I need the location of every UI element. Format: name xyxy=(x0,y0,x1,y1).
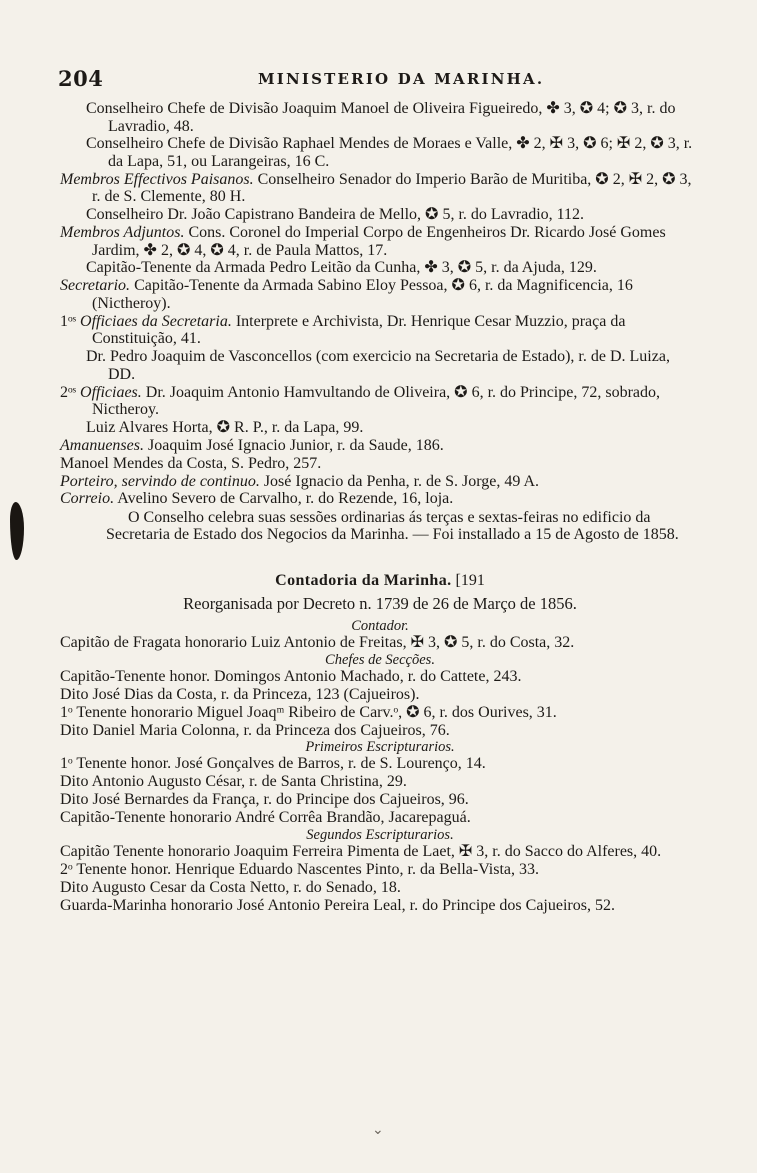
list-item xyxy=(60,313,700,348)
list-item xyxy=(60,490,700,508)
council-list xyxy=(60,100,700,508)
entry-prefix: 2ᵒˢ xyxy=(60,383,81,401)
entry-prefix: 1ᵒˢ xyxy=(60,312,81,330)
group-heading: Contador. xyxy=(351,617,409,634)
list-item xyxy=(60,100,700,135)
entry-text: Capitão-Tenente da Armada Pedro Leitão da Cunha, ✤ 3, ✪ 5, r. da Ajuda, 129. xyxy=(86,259,597,277)
ink-blot xyxy=(10,502,24,560)
list-item xyxy=(60,437,700,455)
section-heading xyxy=(60,572,700,590)
entry-label: Secretario. xyxy=(60,277,131,295)
list-item xyxy=(60,419,700,437)
list-item: 1ᵒ Tenente honor. José Gonçalves de Barros, r. de S. Lourenço, 14. xyxy=(60,755,486,773)
list-item: Dito Daniel Maria Colonna, r. da Princeza dos Cajueiros, 76. xyxy=(60,721,450,739)
entry-text: Conselheiro Chefe de Divisão Raphael Mendes de Moraes e Valle, ✤ 2, ✠ 3, ✪ 6; ✠ 2, ✪ 3, r. da Lapa, 51, ou Larangeiras, 16 C. xyxy=(86,135,693,170)
running-header xyxy=(58,66,687,90)
list-item: Guarda-Marinha honorario José Antonio Pereira Leal, r. do Principe dos Cajueiros, 52. xyxy=(60,896,615,914)
page-number: 204 xyxy=(58,66,104,91)
list-item: Capitão-Tenente honorario André Corrêa Brandão, Jacarepaguá. xyxy=(60,809,471,827)
accounting-staff xyxy=(60,618,700,914)
list-item: Capitão de Fragata honorario Luiz Antonio de Freitas, ✠ 3, ✪ 5, r. do Costa, 32. xyxy=(60,633,575,651)
list-item: 2ᵒ Tenente honor. Henrique Eduardo Nascentes Pinto, r. da Bella-Vista, 33. xyxy=(60,860,540,878)
entry-text: Avelino Severo de Carvalho, r. do Rezende, 16, loja. xyxy=(114,490,454,508)
list-item xyxy=(60,135,700,170)
list-item xyxy=(60,171,700,206)
entry-label: Correio. xyxy=(60,490,115,508)
group-heading: Segundos Escripturarios. xyxy=(306,826,454,843)
group-heading: Chefes de Secções. xyxy=(325,651,435,668)
footer-mark: ⌄ xyxy=(372,1122,384,1138)
list-item: Capitão-Tenente honor. Domingos Antonio Machado, r. do Cattete, 243. xyxy=(60,667,522,685)
group-heading: Primeiros Escripturarios. xyxy=(305,739,455,756)
entry-text: Conselheiro Chefe de Divisão Joaquim Manoel de Oliveira Figueiredo, ✤ 3, ✪ 4; ✪ 3, r. do Lavradio, 48. xyxy=(86,100,676,135)
entry-label: Officiaes. xyxy=(80,383,142,401)
entry-label: Officiaes da Secretaria. xyxy=(80,312,232,330)
entry-label: Porteiro, servindo de continuo. xyxy=(60,472,260,490)
list-item: Dito José Bernardes da França, r. do Principe dos Cajueiros, 96. xyxy=(60,791,469,809)
entry-label: Membros Adjuntos. xyxy=(60,224,185,242)
entry-text: Joaquim José Ignacio Junior, r. da Saude, 186. xyxy=(143,436,444,454)
entry-label: Amanuenses. xyxy=(60,436,144,454)
running-title: MINISTERIO DA MARINHA. xyxy=(258,70,545,88)
session-paragraph: O Conselho celebra suas sessões ordinarias ás terças e sextas-feiras no edificio da Secretaria de Estado dos Negocios da Marinha. — Foi installado a 15 de Agosto de 1858. xyxy=(106,508,679,544)
entry-text: Conselheiro Senador do Imperio Barão de Muritiba, ✪ 2, ✠ 2, ✪ 3, r. de S. Clemente, 80 H. xyxy=(92,170,692,206)
list-item: Capitão Tenente honorario Joaquim Ferreira Pimenta de Laet, ✠ 3, r. do Sacco do Alferes, 40. xyxy=(60,842,662,860)
page-body xyxy=(60,100,700,915)
entry-text: Capitão-Tenente da Armada Sabino Eloy Pessoa, ✪ 6, r. da Magnificencia, 16 (Nictheroy). xyxy=(92,277,633,312)
list-item xyxy=(60,348,700,383)
entry-text: Cons. Coronel do Imperial Corpo de Engenheiros Dr. Ricardo José Gomes Jardim, ✤ 2, ✪ 4, ✪ 4, r. de Paula Mattos, 17. xyxy=(92,224,666,259)
list-item xyxy=(60,224,700,259)
list-item: Dito Antonio Augusto César, r. de Santa Christina, 29. xyxy=(60,773,407,791)
section-subtitle: Reorganisada por Decreto n. 1739 de 26 de Março de 1856. xyxy=(183,594,577,614)
entry-text: José Ignacio da Penha, r. de S. Jorge, 49 A. xyxy=(259,472,540,490)
entry-text: Dr. Joaquim Antonio Hamvultando de Oliveira, ✪ 6, r. do Principe, 72, sobrado, Nictheroy. xyxy=(92,383,661,419)
list-item: Dito José Dias da Costa, r. da Princeza, 123 (Cajueiros). xyxy=(60,685,420,703)
entry-text: Manoel Mendes da Costa, S. Pedro, 257. xyxy=(60,454,322,472)
list-item xyxy=(60,384,700,419)
section-title: Contadoria da Marinha. xyxy=(275,571,452,589)
entry-text: Conselheiro Dr. João Capistrano Bandeira de Mello, ✪ 5, r. do Lavradio, 112. xyxy=(86,206,585,224)
list-item xyxy=(60,473,700,491)
section-ref: [191 xyxy=(455,571,485,589)
list-item: 1ᵒ Tenente honorario Miguel Joaqᵐ Ribeiro de Carv.ᵒ, ✪ 6, r. dos Ourives, 31. xyxy=(60,703,557,721)
entry-text: Interprete e Archivista, Dr. Henrique Cesar Muzzio, praça da Constituição, 41. xyxy=(92,312,626,348)
list-item xyxy=(60,277,700,312)
list-item xyxy=(60,455,700,473)
entry-text: Luiz Alvares Horta, ✪ R. P., r. da Lapa, 99. xyxy=(86,418,364,436)
entry-label: Membros Effectivos Paisanos. xyxy=(60,170,254,188)
entry-text: Dr. Pedro Joaquim de Vasconcellos (com exercicio na Secretaria de Estado), r. de D. Luiza, DD. xyxy=(86,348,670,383)
list-item: Dito Augusto Cesar da Costa Netto, r. do Senado, 18. xyxy=(60,878,401,896)
list-item xyxy=(60,206,700,224)
list-item xyxy=(60,259,700,277)
